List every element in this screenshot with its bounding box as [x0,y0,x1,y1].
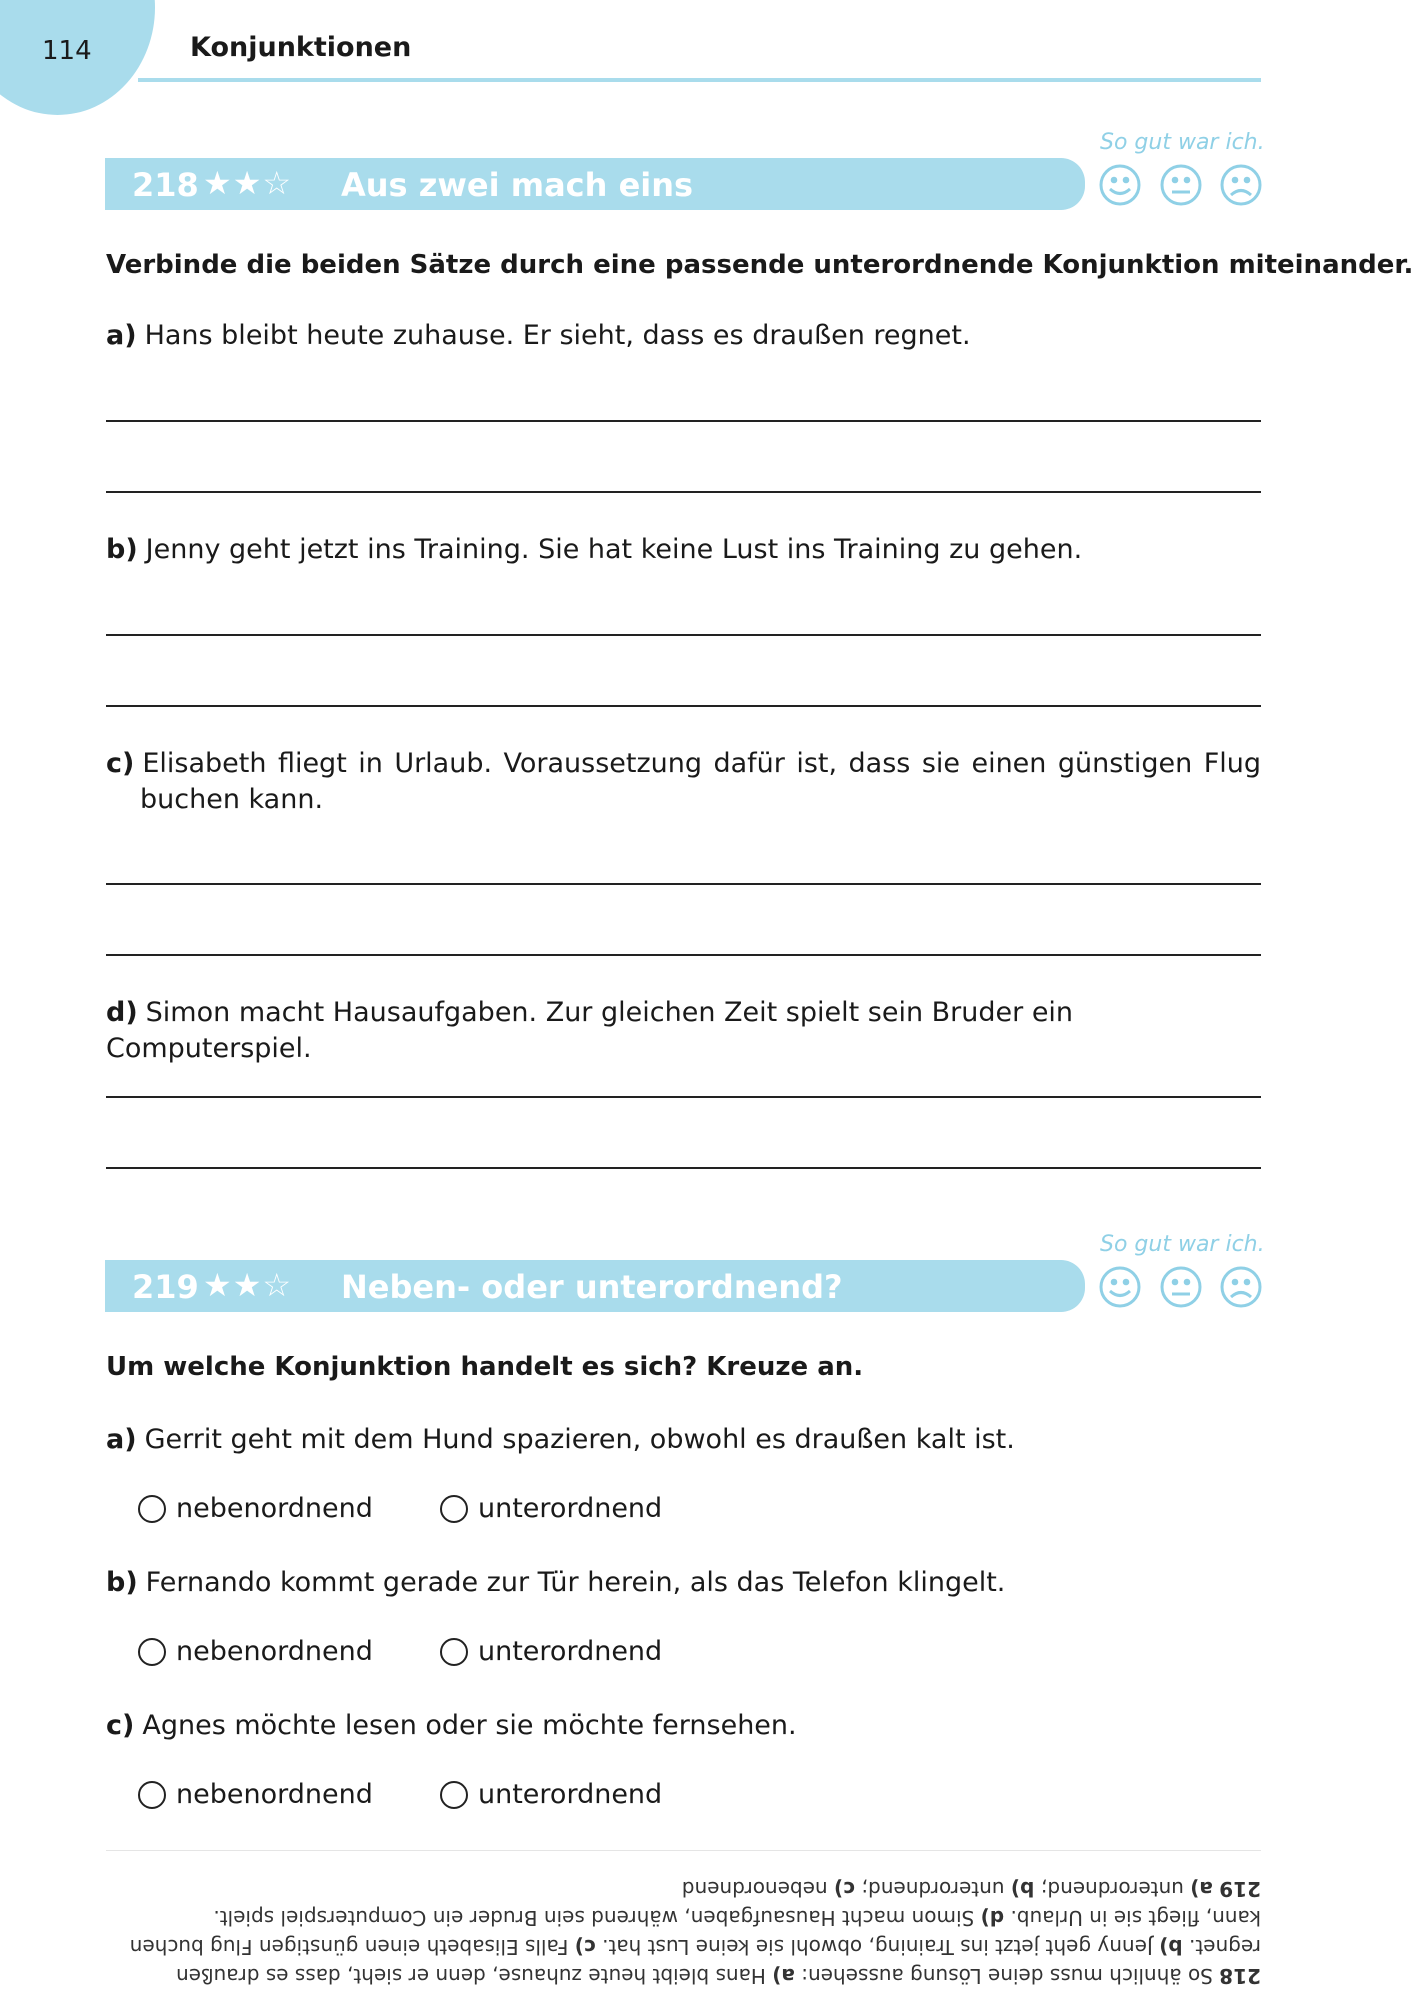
radio-circle-icon[interactable] [138,1638,166,1666]
exercise-218-instruction: Verbinde die beiden Sätze durch eine passende unterordnende Konjunktion miteinander. [106,250,1414,280]
happy-smiley-icon[interactable] [1101,1268,1139,1306]
answer-line[interactable] [106,954,1261,956]
chapter-title: Konjunktionen [190,32,412,63]
option-nebenordnend[interactable] [138,1779,373,1810]
option-unterordnend[interactable] [440,1779,662,1810]
answer-key [106,1860,1261,1990]
item-label: b) [106,534,138,565]
difficulty-stars-icon: ★★☆ [203,164,293,202]
answer-218 [106,1903,1261,1990]
sad-smiley-icon[interactable] [1222,1268,1260,1306]
radio-circle-icon[interactable] [138,1781,166,1809]
answer-line[interactable] [106,705,1261,707]
neutral-smiley-icon[interactable] [1162,1268,1200,1306]
item-label: b) [106,1567,138,1598]
answer-number: 219 [1219,1877,1261,1901]
neutral-smiley-icon[interactable] [1162,166,1200,204]
self-rating-label: So gut war ich. [1100,130,1265,155]
answer-line[interactable] [106,634,1261,636]
radio-circle-icon[interactable] [440,1495,468,1523]
exercise-218-item-b [106,532,1261,568]
answer-text: Hans bleibt heute zuhause, denn er sieht, dass es draußen regnet. [176,1935,1261,1988]
option-unterordnend[interactable] [440,1636,662,1667]
option-label: nebenordnend [176,1636,373,1667]
answer-line[interactable] [106,420,1261,422]
answer-text: unterordnend; [855,1877,1011,1901]
option-label: unterordnend [478,1779,663,1810]
exercise-number: 218 [132,166,199,204]
answer-label: c) [834,1877,855,1901]
item-text: Gerrit geht mit dem Hund spazieren, obwohl es draußen kalt ist. [144,1424,1015,1455]
answer-text: Simon macht Hausaufgaben, während sein Bruder ein Computerspiel spielt. [213,1906,981,1930]
answer-line[interactable] [106,491,1261,493]
answer-text: nebenordnend [681,1877,834,1901]
answer-label: d) [980,1906,1005,1930]
option-unterordnend[interactable] [440,1493,662,1524]
answer-line[interactable] [106,1096,1261,1098]
radio-circle-icon[interactable] [440,1638,468,1666]
item-text: Agnes möchte lesen oder sie möchte fernsehen. [142,1710,797,1741]
answer-text: Falls Elisabeth einen günstigen Flug buchen kann, fliegt sie in Urlaub. [129,1906,1261,1959]
item-label: d) [106,997,138,1028]
item-text: Elisabeth fliegt in Urlaub. Voraussetzung dafür ist, dass sie einen günstigen Flug buchen kann. [140,748,1261,815]
option-nebenordnend[interactable] [138,1493,373,1524]
answer-label: a) [772,1964,795,1988]
answer-line[interactable] [106,1167,1261,1169]
exercise-title: Aus zwei mach eins [341,166,694,204]
difficulty-stars-icon: ★★☆ [203,1266,293,1304]
sad-smiley-icon[interactable] [1222,166,1260,204]
answer-line[interactable] [106,883,1261,885]
answer-text: Jenny geht jetzt ins Training, obwohl sie keine Lust hat. [595,1935,1160,1959]
answer-label: b) [1159,1935,1183,1959]
exercise-219-header [105,1260,1085,1312]
option-label: unterordnend [478,1493,663,1524]
page-number: 114 [42,36,92,66]
item-label: c) [106,748,135,779]
radio-circle-icon[interactable] [138,1495,166,1523]
item-label: a) [106,1424,137,1455]
answer-separator [106,1850,1261,1851]
exercise-218-header [105,158,1085,210]
option-label: unterordnend [478,1636,663,1667]
option-nebenordnend[interactable] [138,1636,373,1667]
option-label: nebenordnend [176,1493,373,1524]
answer-label: c) [574,1935,596,1959]
answer-number: 218 [1219,1964,1261,1988]
answer-text: unterordnend; [1034,1877,1191,1901]
exercise-219-instruction: Um welche Konjunktion handelt es sich? Kreuze an. [106,1352,864,1382]
exercise-number: 219 [132,1268,199,1306]
header-rule [138,78,1261,82]
exercise-title: Neben- oder unterordnend? [341,1268,843,1306]
exercise-218-item-a [106,318,1261,354]
item-text: Hans bleibt heute zuhause. Er sieht, dass es draußen regnet. [144,320,971,351]
exercise-219-item-b [106,1565,1261,1601]
answer-219 [106,1874,1261,1903]
self-rating-smileys [1098,1264,1268,1310]
answer-label: b) [1010,1877,1035,1901]
answer-label: a) [1190,1877,1213,1901]
item-label: a) [106,320,137,351]
exercise-219-item-c [106,1708,1261,1744]
exercise-218-item-c [106,746,1261,818]
item-text: Simon macht Hausaufgaben. Zur gleichen Zeit spielt sein Bruder ein Computerspiel. [106,997,1074,1064]
option-label: nebenordnend [176,1779,373,1810]
item-label: c) [106,1710,135,1741]
item-text: Jenny geht jetzt ins Training. Sie hat keine Lust ins Training zu gehen. [145,534,1083,565]
exercise-219-item-a [106,1422,1261,1458]
item-text: Fernando kommt gerade zur Tür herein, als das Telefon klingelt. [145,1567,1006,1598]
answer-text: So ähnlich muss deine Lösung aussehen: [794,1964,1220,1988]
radio-circle-icon[interactable] [440,1781,468,1809]
self-rating-label: So gut war ich. [1100,1232,1265,1257]
self-rating-smileys [1098,162,1268,208]
happy-smiley-icon[interactable] [1101,166,1139,204]
exercise-218-item-d [106,995,1261,1067]
